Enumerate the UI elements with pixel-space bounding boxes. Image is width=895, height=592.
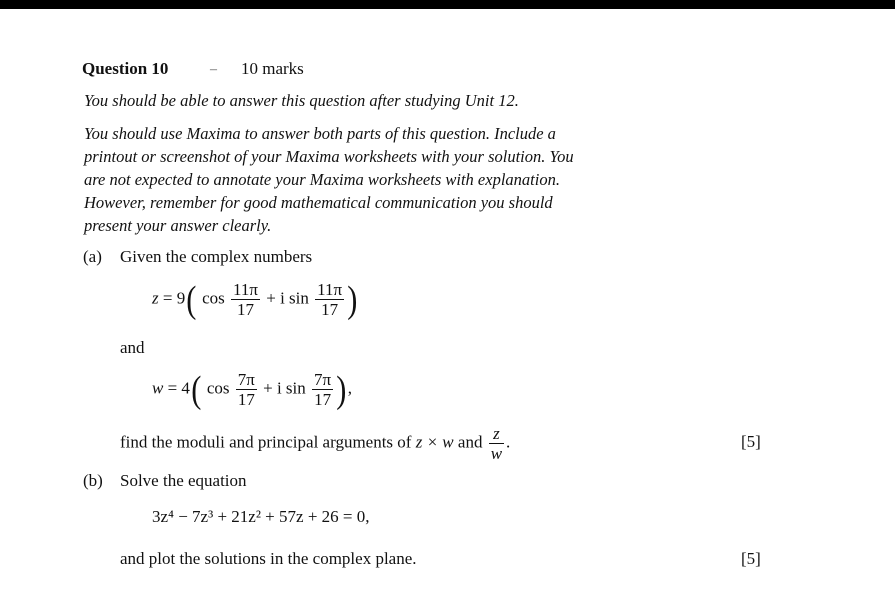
part-b-label: (b)	[83, 471, 103, 490]
cos-label: cos	[202, 288, 225, 308]
study-note: You should be able to answer this question after studying Unit 12.	[84, 91, 519, 110]
and-text: and	[120, 338, 145, 357]
task-end: .	[506, 432, 511, 452]
fraction-denominator: 17	[231, 299, 260, 319]
part-b-lead: Solve the equation	[120, 471, 247, 490]
plus-i-sin: + i sin	[263, 378, 306, 398]
fraction-z-over-w	[489, 424, 504, 463]
fraction-numerator: 11π	[233, 280, 258, 299]
right-paren: )	[347, 278, 358, 321]
part-a-marks: [5]	[741, 432, 761, 451]
part-b-task: and plot the solutions in the complex plane.	[120, 549, 417, 568]
part-b-marks: [5]	[741, 549, 761, 568]
instruction-line: However, remember for good mathematical communication you should	[84, 193, 553, 212]
fraction	[236, 370, 257, 409]
fraction	[315, 280, 344, 319]
var-z: z	[152, 288, 159, 308]
task-and: and	[457, 432, 483, 452]
part-a-task	[120, 424, 510, 463]
fraction	[312, 370, 333, 409]
z-coefficient: = 9	[162, 288, 186, 308]
part-b-equation: 3z⁴ − 7z³ + 21z² + 57z + 26 = 0,	[152, 507, 370, 526]
fraction-numerator: 7π	[314, 370, 332, 389]
task-prefix: find the moduli and principal arguments of	[120, 432, 412, 452]
fraction-denominator: 17	[236, 389, 257, 409]
left-paren: (	[191, 368, 202, 411]
instruction-line: You should use Maxima to answer both parts of this question. Include a	[84, 124, 556, 143]
marks-total: 10 marks	[241, 59, 304, 78]
task-product: z × w	[415, 432, 454, 452]
cos-label: cos	[206, 378, 230, 398]
plus-i-sin: + i sin	[266, 288, 309, 308]
fraction	[231, 280, 260, 319]
equation-z	[152, 280, 359, 319]
right-paren: )	[336, 368, 347, 411]
equation-w	[152, 370, 352, 409]
top-black-bar	[0, 0, 895, 9]
instruction-line: present your answer clearly.	[84, 216, 272, 235]
title-separator: –	[210, 62, 217, 77]
fraction-denominator: 17	[315, 299, 344, 319]
instruction-line: printout or screenshot of your Maxima worksheets with your solution. You	[84, 147, 574, 166]
fraction-denominator: 17	[312, 389, 333, 409]
fraction-numerator: 7π	[237, 370, 255, 389]
part-a-lead: Given the complex numbers	[120, 247, 313, 266]
var-w: w	[152, 378, 164, 398]
instruction-line: are not expected to annotate your Maxima worksheets with explanation.	[84, 170, 560, 189]
fraction-denominator: w	[490, 444, 503, 463]
comma: ,	[347, 378, 353, 398]
w-coefficient: = 4	[167, 378, 190, 398]
part-a-label: (a)	[83, 247, 102, 266]
question-title: Question 10	[82, 59, 169, 78]
fraction-numerator: z	[493, 424, 500, 443]
left-paren: (	[186, 278, 197, 321]
fraction-numerator: 11π	[317, 280, 343, 299]
